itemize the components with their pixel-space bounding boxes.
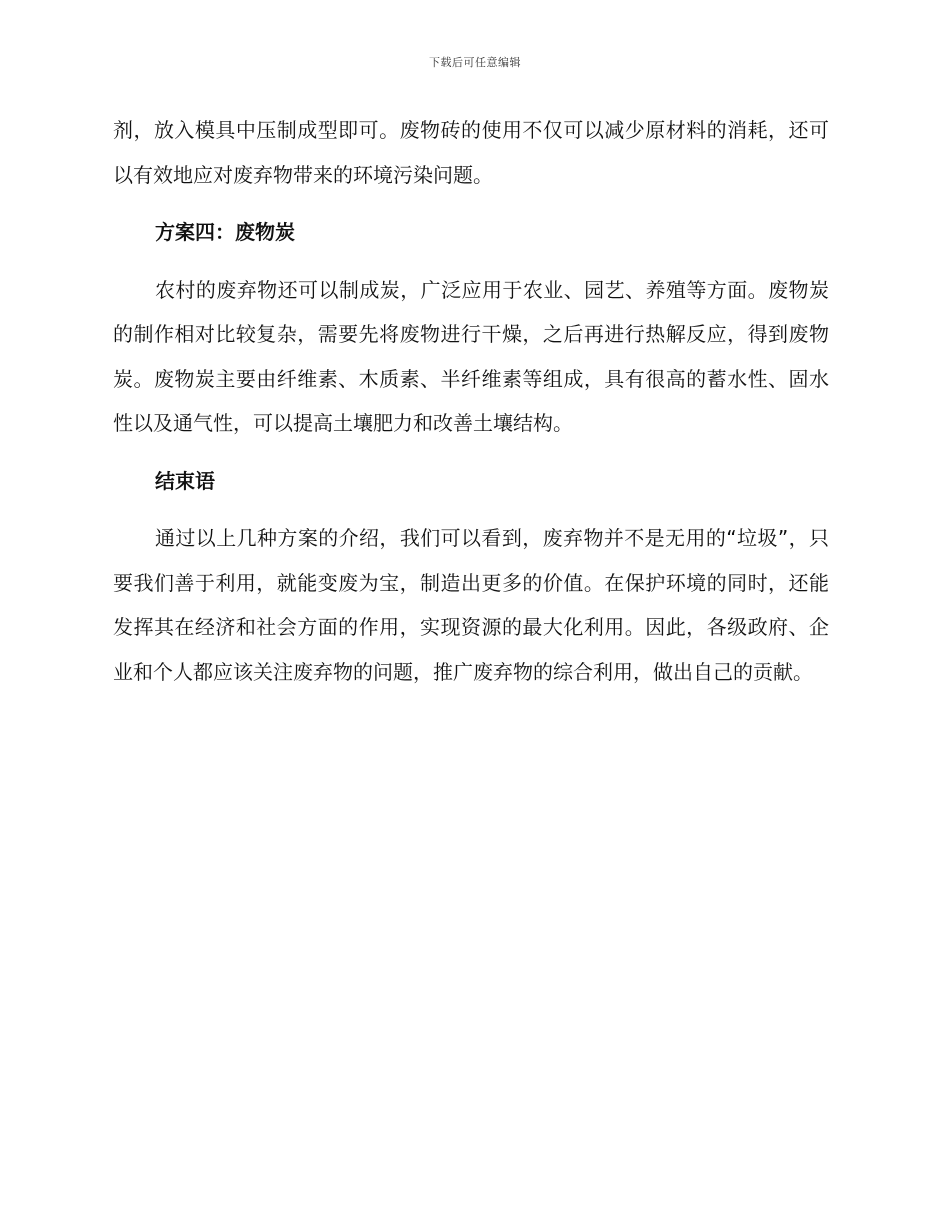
paragraph-intro-continued: 剂，放入模具中压制成型即可。废物砖的使用不仅可以减少原材料的消耗，还可以有效地应对废弃物带来的环境污染问题。 bbox=[113, 118, 829, 187]
paragraph-conclusion: 通过以上几种方案的介绍，我们可以看到，废弃物并不是无用的“垃圾”，只要我们善于利用，就能变废为宝，制造出更多的价值。在保护环境的同时，还能发挥其在经济和社会方面的作用，实现资源的最大化利用。因此，各级政府、企业和个人都应该关注废弃物的问题，推广废弃物的综合利用，做出自己的贡献。 bbox=[113, 526, 829, 684]
page-header-note: 下载后可任意编辑 bbox=[429, 56, 521, 69]
paragraph-plan-four: 农村的废弃物还可以制成炭，广泛应用于农业、园艺、养殖等方面。废物炭的制作相对比较复杂，需要先将废物进行干燥，之后再进行热解反应，得到废物炭。废物炭主要由纤维素、木质素、半纤维素等组成，具有很高的蓄水性、固水性以及通气性，可以提高土壤肥力和改善土壤结构。 bbox=[113, 277, 829, 435]
document-body bbox=[113, 108, 829, 694]
section-heading-conclusion: 结束语 bbox=[155, 468, 215, 493]
section-heading-plan-four: 方案四：废物炭 bbox=[155, 220, 295, 244]
